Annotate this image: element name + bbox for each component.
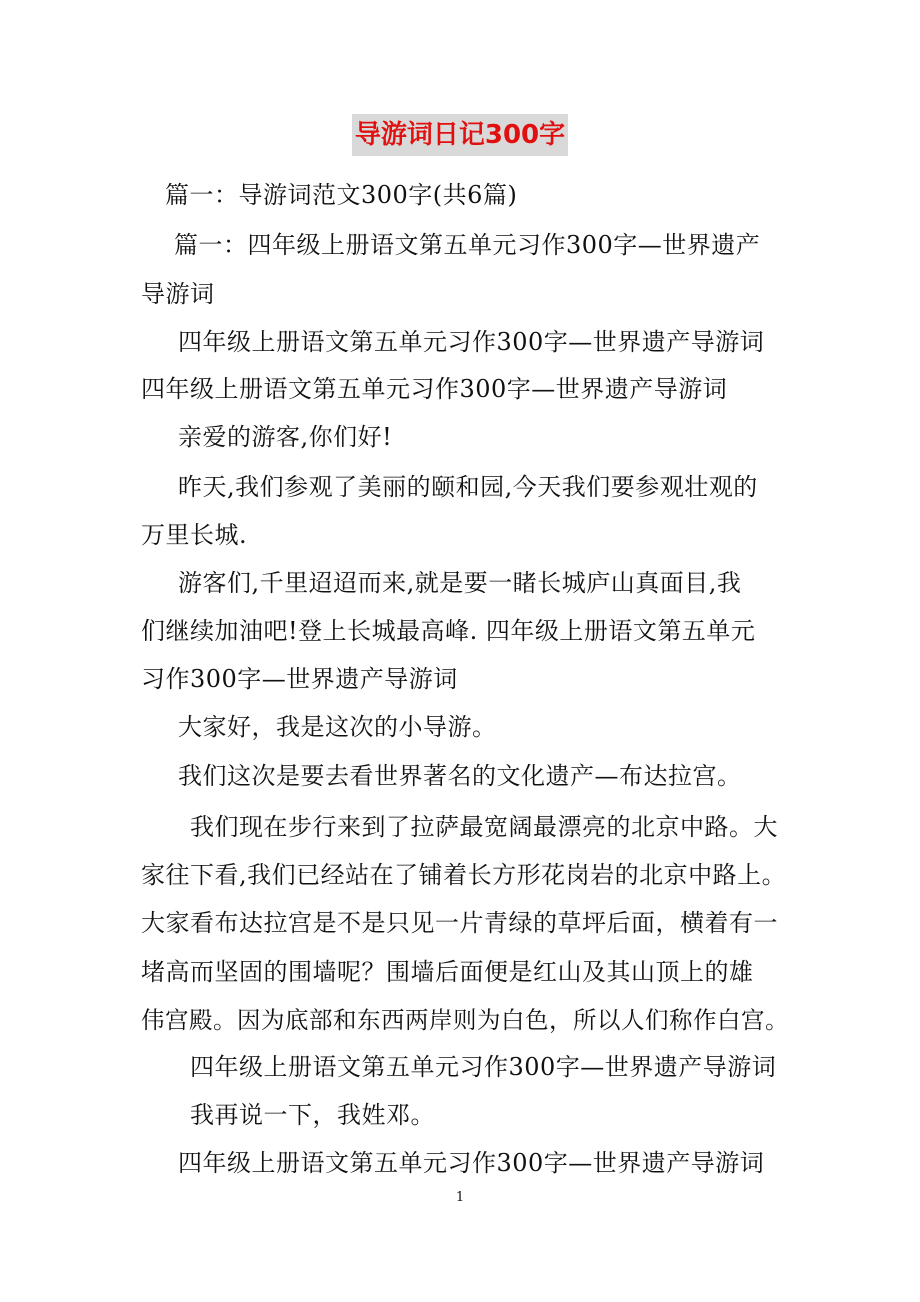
text-line: 游客们,千里迢迢而来,就是要一睹长城庐山真面目,我 xyxy=(178,569,742,597)
text-line: 篇一：四年级上册语文第五单元习作300字—世界遗产 xyxy=(174,231,761,259)
text-line: 四年级上册语文第五单元习作300字—世界遗产导游词 xyxy=(190,1053,777,1081)
text-line: 万里长城. xyxy=(141,521,248,549)
text-line: 大家看布达拉宫是不是只见一片青绿的草坪后面，横着有一 xyxy=(141,909,778,937)
text-line: 大家好，我是这次的小导游。 xyxy=(178,713,497,741)
page-number: 1 xyxy=(455,1190,465,1205)
text-line: 伟宫殿。因为底部和东西两岸则为白色，所以人们称作白宫。 xyxy=(141,1006,789,1034)
text-line: 昨天,我们参观了美丽的颐和园,今天我们要参观壮观的 xyxy=(178,473,758,501)
text-line: 四年级上册语文第五单元习作300字—世界遗产导游词 xyxy=(178,328,765,356)
text-line: 我再说一下，我姓邓。 xyxy=(190,1101,435,1129)
text-line: 篇一：导游词范文300字(共6篇) xyxy=(165,181,518,209)
text-line: 们继续加油吧!登上长城最高峰. 四年级上册语文第五单元 xyxy=(141,617,756,645)
text-line: 导游词 xyxy=(141,280,215,308)
text-line: 我们这次是要去看世界著名的文化遗产—布达拉宫。 xyxy=(178,762,742,790)
document-title-wrap xyxy=(0,114,920,156)
document-title: 导游词日记300字 xyxy=(352,114,568,156)
text-line: 四年级上册语文第五单元习作300字—世界遗产导游词 xyxy=(178,1149,765,1177)
text-line: 习作300字—世界遗产导游词 xyxy=(141,665,458,693)
text-line: 四年级上册语文第五单元习作300字—世界遗产导游词 xyxy=(141,375,728,403)
text-line: 我们现在步行来到了拉萨最宽阔最漂亮的北京中路。大 xyxy=(190,813,778,841)
text-line: 堵高而坚固的围墙呢？围墙后面便是红山及其山顶上的雄 xyxy=(141,958,754,986)
text-line: 亲爱的游客,你们好! xyxy=(178,423,393,451)
text-line: 家往下看,我们已经站在了铺着长方形花岗岩的北京中路上。 xyxy=(141,861,787,889)
